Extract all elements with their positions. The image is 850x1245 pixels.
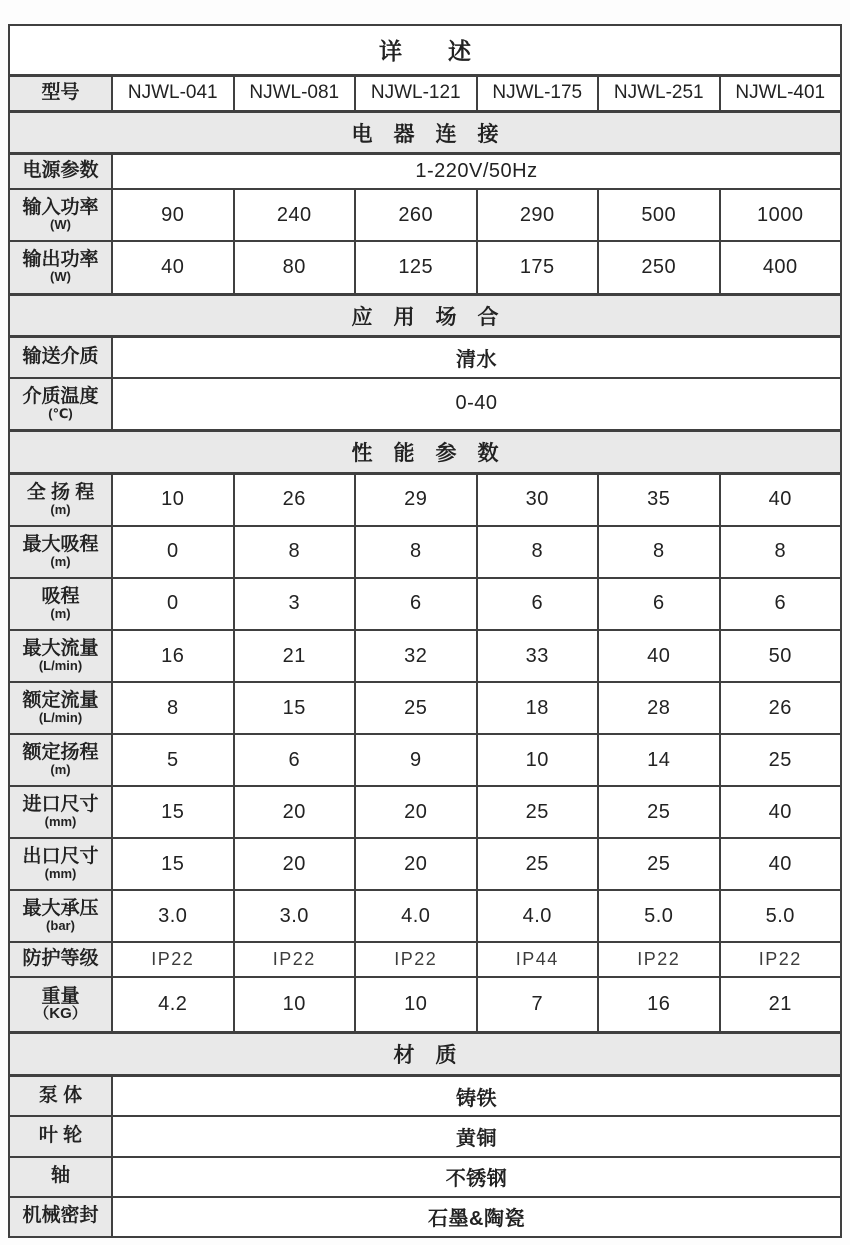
value-cell: 6: [598, 578, 720, 630]
model-cell: NJWL-175: [477, 75, 599, 111]
value-cell: 10: [477, 734, 599, 786]
value-cell: 15: [112, 838, 234, 890]
value-cell: 125: [355, 241, 477, 294]
value-cell: 7: [477, 977, 599, 1033]
model-cell: NJWL-041: [112, 75, 234, 111]
value-cell: IP22: [112, 942, 234, 977]
row-label-unit: (mm): [44, 814, 77, 830]
value-cell: IP22: [598, 942, 720, 977]
row-label-text: 最大吸程: [22, 533, 99, 555]
value-cell: 8: [477, 526, 599, 578]
row-label-text: 全 扬 程: [26, 481, 95, 503]
merged-value-cell: 黄铜: [112, 1116, 841, 1156]
row-label-model: [9, 75, 112, 111]
value-cell: 18: [477, 682, 599, 734]
spec-row-max-flow: [9, 630, 841, 682]
row-label-unit: (bar): [46, 918, 75, 934]
pump-spec-table: [8, 24, 842, 1238]
row-label-pump-body: [9, 1076, 112, 1117]
row-label-text: 防护等级: [22, 948, 99, 970]
value-cell: 40: [598, 630, 720, 682]
row-label-text: 输入功率: [22, 197, 99, 219]
model-row: [9, 75, 841, 111]
value-cell: IP22: [355, 942, 477, 977]
section-row-application: [9, 294, 841, 337]
value-cell: 40: [720, 838, 842, 890]
row-label-medium-temp: [9, 378, 112, 431]
value-cell: 6: [355, 578, 477, 630]
value-cell: 26: [720, 682, 842, 734]
row-label-max-flow: [9, 630, 112, 682]
merged-value-cell: 铸铁: [112, 1076, 841, 1117]
value-cell: 5: [112, 734, 234, 786]
spec-row-medium: [9, 337, 841, 378]
value-cell: IP22: [234, 942, 356, 977]
value-cell: 8: [598, 526, 720, 578]
value-cell: 25: [720, 734, 842, 786]
row-label-unit: (L/min): [38, 709, 83, 725]
value-cell: 40: [720, 473, 842, 526]
value-cell: IP44: [477, 942, 599, 977]
value-cell: 260: [355, 189, 477, 241]
row-label-text: 轴: [50, 1165, 70, 1187]
value-cell: 25: [477, 838, 599, 890]
spec-row-inlet-size: [9, 786, 841, 838]
value-cell: 4.0: [355, 890, 477, 942]
value-cell: 3: [234, 578, 356, 630]
spec-row-suction: [9, 578, 841, 630]
value-cell: 20: [355, 786, 477, 838]
value-cell: 50: [720, 630, 842, 682]
value-cell: 4.0: [477, 890, 599, 942]
value-cell: 8: [355, 526, 477, 578]
value-cell: 80: [234, 241, 356, 294]
table-title-row: [9, 25, 841, 75]
value-cell: 28: [598, 682, 720, 734]
merged-value-cell: 0-40: [112, 378, 841, 431]
value-cell: 30: [477, 473, 599, 526]
material-row-shaft: [9, 1157, 841, 1197]
row-label-power-supply: [9, 154, 112, 189]
value-cell: 90: [112, 189, 234, 241]
row-label-max-suction: [9, 526, 112, 578]
value-cell: 21: [234, 630, 356, 682]
spec-row-weight: [9, 977, 841, 1033]
row-label-text: 出口尺寸: [22, 846, 99, 868]
spec-row-outlet-size: [9, 838, 841, 890]
value-cell: 500: [598, 189, 720, 241]
row-label-suction: [9, 578, 112, 630]
section-header-application: 应 用 场 合: [9, 294, 841, 337]
model-cell: NJWL-401: [720, 75, 842, 111]
row-label-text: 输送介质: [22, 346, 99, 368]
row-label-text: 最大流量: [22, 637, 99, 659]
model-cell: NJWL-121: [355, 75, 477, 111]
row-label-impeller: [9, 1116, 112, 1156]
row-label-shaft: [9, 1157, 112, 1197]
value-cell: 400: [720, 241, 842, 294]
section-row-material: [9, 1033, 841, 1076]
row-label-unit: (L/min): [38, 657, 83, 673]
value-cell: 20: [234, 838, 356, 890]
section-header-electrical: 电 器 连 接: [9, 111, 841, 154]
section-row-electrical: [9, 111, 841, 154]
value-cell: 40: [720, 786, 842, 838]
value-cell: 25: [355, 682, 477, 734]
spec-row-output-power: [9, 241, 841, 294]
value-cell: 35: [598, 473, 720, 526]
row-label-unit: （KG）: [34, 1005, 87, 1023]
row-label-medium: [9, 337, 112, 378]
value-cell: 16: [112, 630, 234, 682]
value-cell: 33: [477, 630, 599, 682]
value-cell: 250: [598, 241, 720, 294]
row-label-text: 机械密封: [22, 1205, 99, 1227]
spec-row-medium-temp: [9, 378, 841, 431]
row-label-text: 输出功率: [22, 249, 99, 271]
section-header-performance: 性 能 参 数: [9, 430, 841, 473]
spec-row-max-suction: [9, 526, 841, 578]
value-cell: 0: [112, 578, 234, 630]
value-cell: 15: [234, 682, 356, 734]
value-cell: 5.0: [720, 890, 842, 942]
row-label-unit: (m): [50, 761, 71, 777]
material-row-pump-body: [9, 1076, 841, 1117]
row-label-unit: (W): [50, 269, 71, 285]
value-cell: 8: [112, 682, 234, 734]
section-header-material: 材 质: [9, 1033, 841, 1076]
row-label-unit: (℃): [48, 405, 73, 421]
value-cell: 14: [598, 734, 720, 786]
spec-row-power-supply: [9, 154, 841, 189]
row-label-unit: (W): [50, 217, 71, 233]
section-row-performance: [9, 430, 841, 473]
model-cell: NJWL-081: [234, 75, 356, 111]
row-label-text: 介质温度: [22, 385, 99, 407]
value-cell: 15: [112, 786, 234, 838]
spec-row-rated-head: [9, 734, 841, 786]
row-label-input-power: [9, 189, 112, 241]
value-cell: 32: [355, 630, 477, 682]
value-cell: 20: [355, 838, 477, 890]
row-label-full-head: [9, 473, 112, 526]
value-cell: 3.0: [112, 890, 234, 942]
row-label-rated-flow: [9, 682, 112, 734]
value-cell: 10: [112, 473, 234, 526]
spec-row-protection: [9, 942, 841, 977]
merged-value-cell: 不锈钢: [112, 1157, 841, 1197]
table-title: 详 述: [9, 25, 841, 75]
value-cell: 6: [234, 734, 356, 786]
value-cell: 8: [720, 526, 842, 578]
value-cell: 0: [112, 526, 234, 578]
spec-row-rated-flow: [9, 682, 841, 734]
value-cell: 8: [234, 526, 356, 578]
row-label-text: 重量: [41, 985, 80, 1007]
row-label-inlet-size: [9, 786, 112, 838]
value-cell: 25: [598, 838, 720, 890]
row-label-text: 吸程: [41, 585, 80, 607]
value-cell: 9: [355, 734, 477, 786]
row-label-weight: [9, 977, 112, 1033]
value-cell: 1000: [720, 189, 842, 241]
spec-row-input-power: [9, 189, 841, 241]
row-label-text: 额定扬程: [22, 742, 99, 764]
model-cell: NJWL-251: [598, 75, 720, 111]
row-label-text: 进口尺寸: [22, 794, 99, 816]
merged-value-cell: 清水: [112, 337, 841, 378]
row-label-text: 叶 轮: [38, 1124, 83, 1146]
spec-row-full-head: [9, 473, 841, 526]
row-label-mech-seal: [9, 1197, 112, 1237]
value-cell: 6: [720, 578, 842, 630]
row-label-rated-head: [9, 734, 112, 786]
row-label-unit: (m): [50, 553, 71, 569]
value-cell: 3.0: [234, 890, 356, 942]
row-label-unit: (m): [50, 605, 71, 621]
value-cell: 16: [598, 977, 720, 1033]
material-row-impeller: [9, 1116, 841, 1156]
value-cell: 20: [234, 786, 356, 838]
value-cell: 25: [477, 786, 599, 838]
spec-row-max-pressure: [9, 890, 841, 942]
value-cell: 26: [234, 473, 356, 526]
row-label-text: 泵 体: [38, 1084, 83, 1106]
value-cell: 240: [234, 189, 356, 241]
value-cell: 5.0: [598, 890, 720, 942]
value-cell: 175: [477, 241, 599, 294]
row-label-unit: (m): [50, 501, 71, 517]
row-label-outlet-size: [9, 838, 112, 890]
row-label-text: 额定流量: [22, 690, 99, 712]
value-cell: 10: [355, 977, 477, 1033]
value-cell: 4.2: [112, 977, 234, 1033]
merged-value-cell: 1-220V/50Hz: [112, 154, 841, 189]
value-cell: 290: [477, 189, 599, 241]
material-row-mech-seal: [9, 1197, 841, 1237]
row-label-text: 电源参数: [22, 160, 99, 182]
row-label-max-pressure: [9, 890, 112, 942]
row-label-unit: (mm): [44, 866, 77, 882]
value-cell: 25: [598, 786, 720, 838]
row-label-protection: [9, 942, 112, 977]
value-cell: IP22: [720, 942, 842, 977]
value-cell: 29: [355, 473, 477, 526]
value-cell: 21: [720, 977, 842, 1033]
row-label-output-power: [9, 241, 112, 294]
row-label-text: 最大承压: [22, 898, 99, 920]
value-cell: 40: [112, 241, 234, 294]
row-label-text: 型号: [41, 81, 80, 103]
value-cell: 6: [477, 578, 599, 630]
value-cell: 10: [234, 977, 356, 1033]
merged-value-cell: 石墨&陶瓷: [112, 1197, 841, 1237]
